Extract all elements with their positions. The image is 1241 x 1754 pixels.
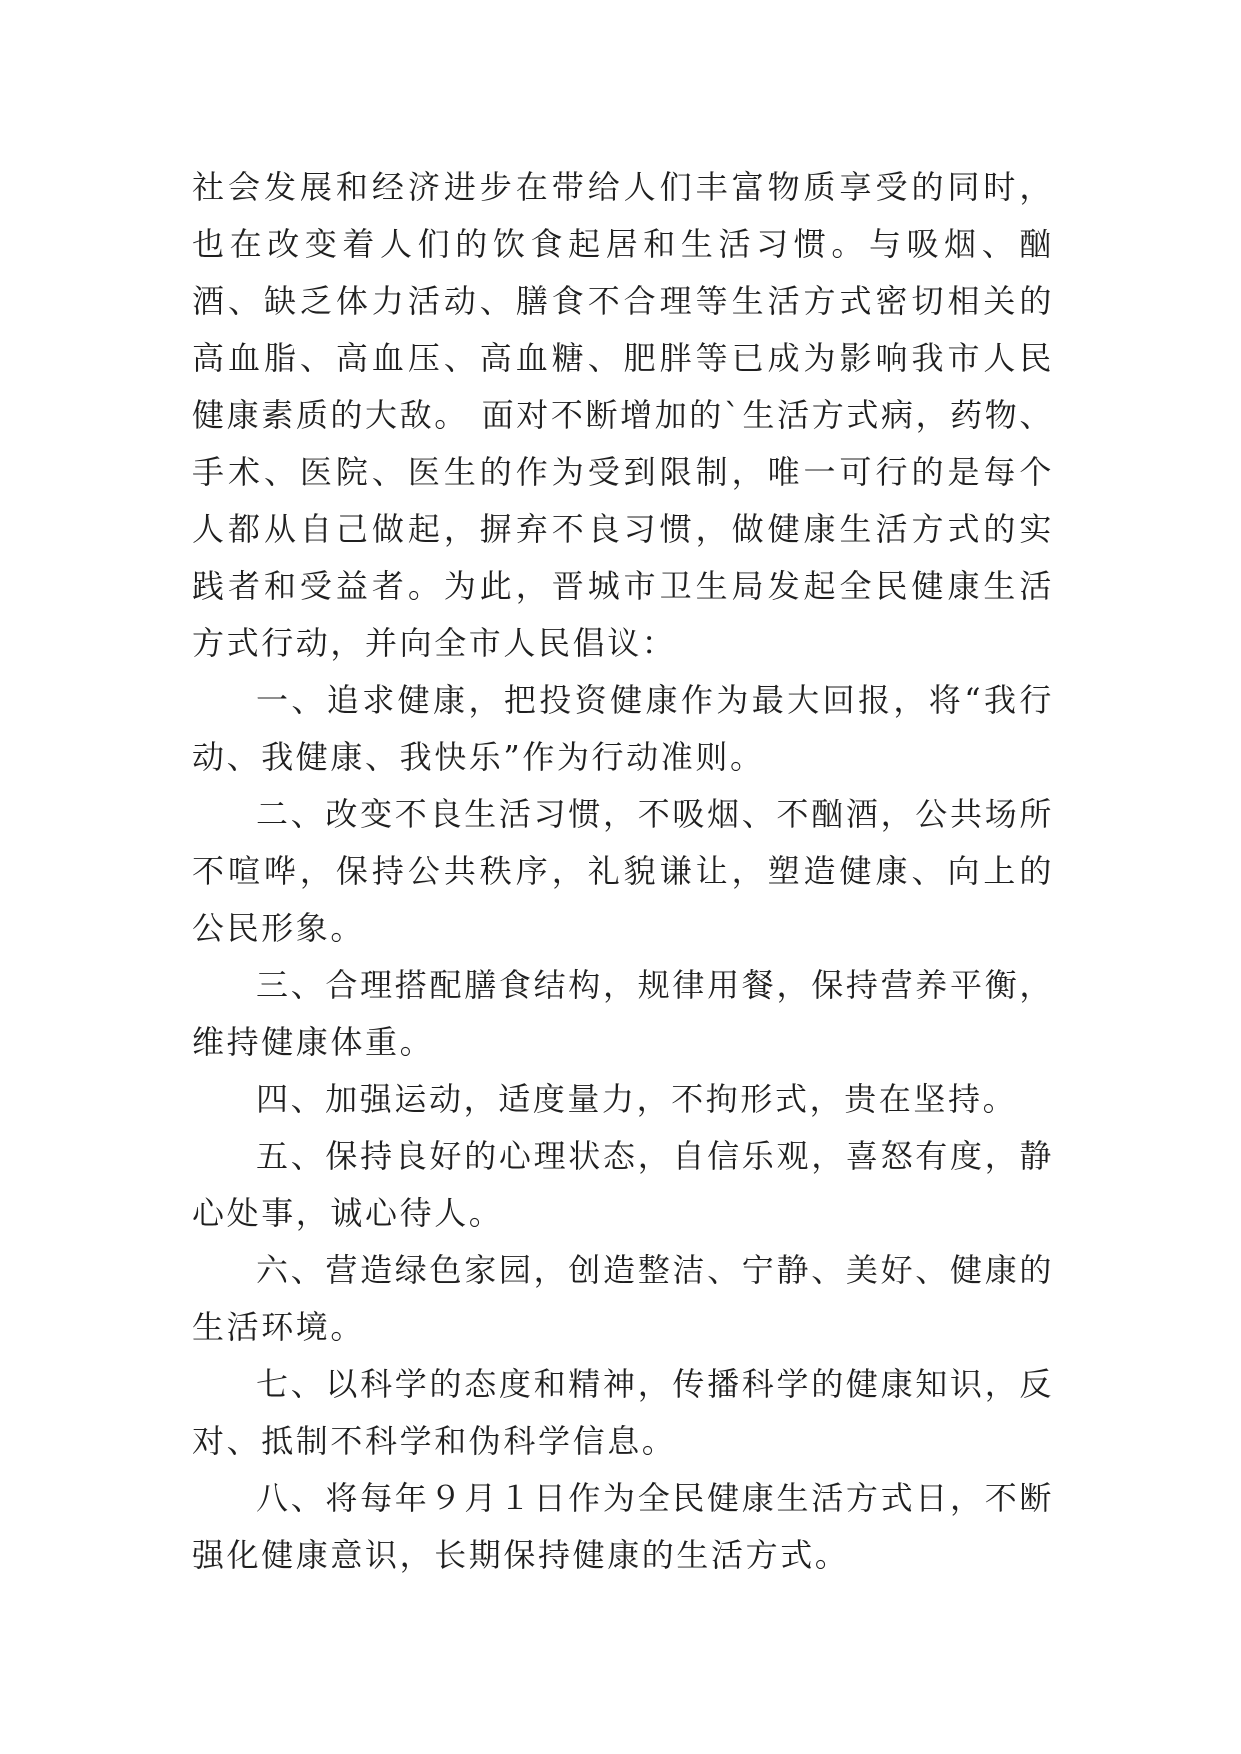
proposal-item-1: 一、追求健康，把投资健康作为最大回报，将“我行动、我健康、我快乐”作为行动准则。 — [192, 681, 1054, 776]
proposal-item-8: 八、将每年９月１日作为全民健康生活方式日，不断强化健康意识，长期保持健康的生活方式。 — [192, 1479, 1054, 1574]
document-body — [192, 159, 1054, 1584]
proposal-item-6: 六、营造绿色家园，创造整洁、宁静、美好、健康的生活环境。 — [192, 1251, 1054, 1346]
proposal-item-7: 七、以科学的态度和精神，传播科学的健康知识，反对、抵制不科学和伪科学信息。 — [192, 1365, 1054, 1460]
proposal-item-2: 二、改变不良生活习惯，不吸烟、不酗酒，公共场所不喧哗，保持公共秩序，礼貌谦让，塑造健康、向上的公民形象。 — [192, 795, 1054, 947]
proposal-item-5: 五、保持良好的心理状态，自信乐观，喜怒有度，静心处事，诚心待人。 — [192, 1137, 1054, 1232]
intro-paragraph: 社会发展和经济进步在带给人们丰富物质享受的同时，也在改变着人们的饮食起居和生活习惯。与吸烟、酗酒、缺乏体力活动、膳食不合理等生活方式密切相关的高血脂、高血压、高血糖、肥胖等已成为影响我市人民健康素质的大敌。 面对不断增加的`生活方式病，药物、手术、医院、医生的作为受到限制，唯一可行的是每个人都从自己做起，摒弃不良习惯，做健康生活方式的实践者和受益者。为此，晋城市卫生局发起全民健康生活方式行动，并向全市人民倡议： — [192, 168, 1054, 662]
proposal-item-4: 四、加强运动，适度量力，不拘形式，贵在坚持。 — [256, 1080, 1018, 1118]
proposal-item-3: 三、合理搭配膳食结构，规律用餐，保持营养平衡，维持健康体重。 — [192, 966, 1054, 1061]
